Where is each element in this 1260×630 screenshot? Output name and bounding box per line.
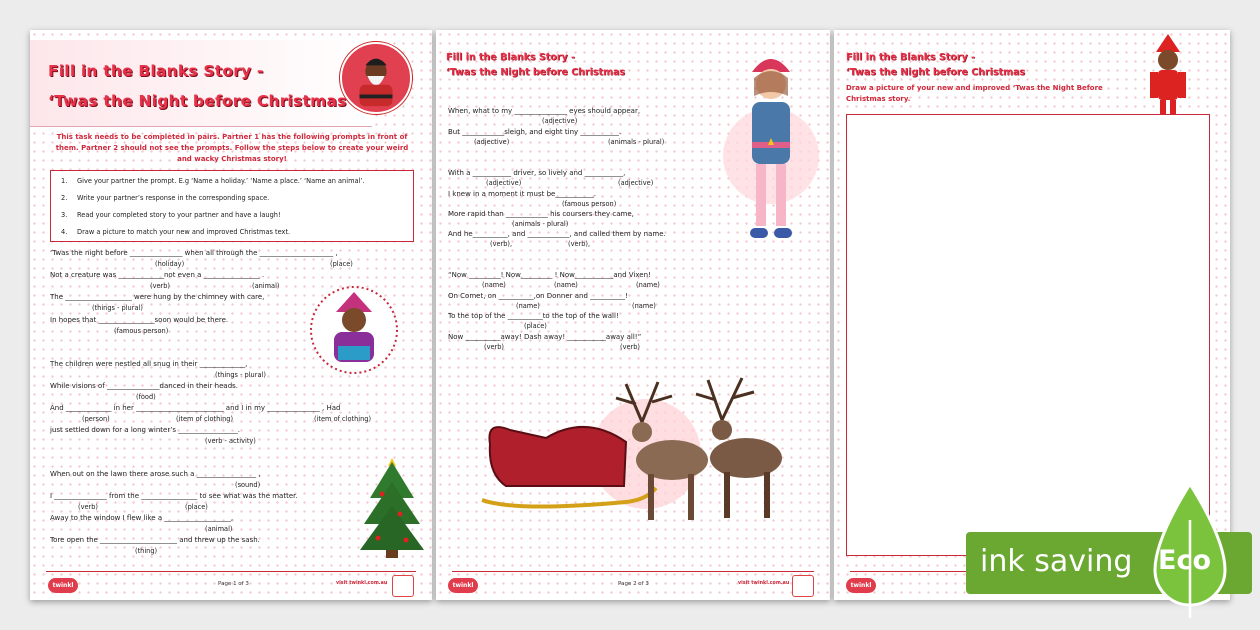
blank-hint: (place) [185,503,208,511]
story-line: The children were nestled all snug in their _____________, [50,360,248,368]
christmas-tree-image [358,454,426,560]
blank-hint: (verb), [490,240,513,248]
story-line: Tore open the ______________________ and threw up the sash. [50,536,260,544]
badge-icon [792,575,814,597]
blank-hint: (verb), [568,240,591,248]
story-line: When out on the lawn there arose such a _________________ , [50,470,261,478]
blank-hint: (verb - activity) [205,437,256,445]
blank-hint: (place) [524,322,547,330]
story-line: When, what to my _______________ eyes should appear, [448,107,641,115]
blank-hint: (thing) [135,547,158,555]
page-title-line-1: Fill in the Blanks Story - [48,62,264,80]
blank-hint: (animal) [252,282,280,290]
blank-hint: (name) [636,281,660,289]
blank-hint: (verb) [78,503,99,511]
blank-hint: (name) [554,281,578,289]
blank-hint: (food) [136,393,156,401]
ink-saving-label: ink saving [980,544,1133,579]
blank-hint: (animals - plural) [608,138,665,146]
story-line: The ___________________ were hung by the chimney with care, [50,293,265,301]
blank-hint: (verb) [620,343,641,351]
story-line: But ____________sleigh, and eight tiny ___________. [448,128,622,136]
twinkl-logo: twinkl [846,578,876,593]
story-line: Away to the window I flew like a ___________________, [50,514,234,522]
step-item: 3. Read your completed story to your partner and have a laugh! [61,211,281,219]
story-line: I knew in a moment it must be___________. [448,190,597,198]
page-title-line-2: ‘Twas the Night before Christmas [446,67,626,78]
story-line: Not a creature was _____________not even a ________________ . [50,271,265,279]
blank-hint: (verb) [484,343,505,351]
page-number: Page 1 of 3 [218,581,249,587]
drawing-instruction: Draw a picture of your new and improved ‘Twas the Night Before Christmas story. [846,84,1103,103]
blank-hint: (animal) [205,525,233,533]
blank-hint: (famous person) [114,327,169,335]
blank-hint: (verb) [150,282,171,290]
blank-hint: (name) [632,302,656,310]
blank-hint: (name) [482,281,506,289]
blank-hint: (place) [330,260,353,268]
badge-icon [392,575,414,597]
twinkl-logo: twinkl [48,578,78,593]
eco-label: Eco [1158,545,1211,576]
story-line: And he__________, and ____________, and called them by name. [448,230,666,238]
blank-hint: (adjective) [542,117,578,125]
elf-girl-image [716,46,826,252]
step-item: 4. Draw a picture to match your new and improved Christmas text. [61,228,291,236]
story-line: More rapid than ____________ his coursers they came, [448,210,634,218]
page-title-line-1: Fill in the Blanks Story - [446,52,575,63]
story-line: And _____________ in her _________________________ and I in my _______________ , Had [50,404,341,412]
worksheet-page-2 [436,30,830,600]
page-footer [30,568,432,600]
blank-hint: (name) [516,302,540,310]
blank-hint: (famous person) [562,200,617,208]
visit-link: visit twinkl.com.au [336,581,388,586]
blank-hint: (things - plural) [215,371,266,379]
story-line: Now __________away! Dash away! ___________away all!” [448,333,642,341]
instructions-text: This task needs to be completed in pairs. Partner 1 has the following prompts in front of them. Partner 2 should not see the prompts. Follow the steps below to create your weird and wacky Christmas story! [55,133,409,163]
santa-portrait-image [340,42,412,114]
page-title-line-2: ‘Twas the Night before Christmas [48,92,347,110]
blank-hint: (adjective) [618,179,654,187]
blank-hint: (sound) [235,481,261,489]
story-line: ‘Twas the night before _______________ when all through the _____________________ , [50,249,338,257]
story-line: just settled down for a long winter’s _________________. [50,426,241,434]
blank-hint: (item of clothing) [314,415,372,423]
blank-hint: (person) [82,415,110,423]
page-title-line-1: Fill in the Blanks Story - [846,52,975,63]
story-line: With a ___________ driver, so lively and ___________, [448,169,626,177]
visit-link: visit twinkl.com.au [738,581,790,586]
blank-hint: (animals - plural) [512,220,569,228]
story-line: I _______________ from the ________________ to see what was the matter. [50,492,298,500]
story-line: “Now _________! Now_________ ! Now___________and Vixen! [448,271,651,279]
step-item: 2. Write your partner’s response in the corresponding space. [61,194,270,202]
blank-hint: (adjective) [474,138,510,146]
steps-box [50,170,414,242]
step-item: 1. Give your partner the prompt. E.g ‘Name a holiday.’ ‘Name a place.’ ‘Name an animal’. [61,177,365,185]
sleigh-reindeer-image [476,374,816,534]
blank-hint: (adjective) [486,179,522,187]
story-line: In hopes that ________________soon would be there. [50,316,229,324]
elf-portrait-image [308,284,400,376]
story-line: While visions of _______________danced in their heads. [50,382,239,390]
worksheet-page-1 [30,30,432,600]
blank-hint: (item of clothing) [176,415,234,423]
page-number: Page 2 of 3 [618,581,649,587]
title-banner [30,40,372,127]
page-title-line-2: ‘Twas the Night before Christmas [846,67,1026,78]
page-footer [436,568,830,600]
blank-hint: (things - plural) [92,304,143,312]
story-line: To the top of the __________to the top of the wall! [448,312,619,320]
story-line: On Comet, on __________,on Donner and __________! [448,292,628,300]
twinkl-logo: twinkl [448,578,478,593]
blank-hint: (holiday) [155,260,185,268]
